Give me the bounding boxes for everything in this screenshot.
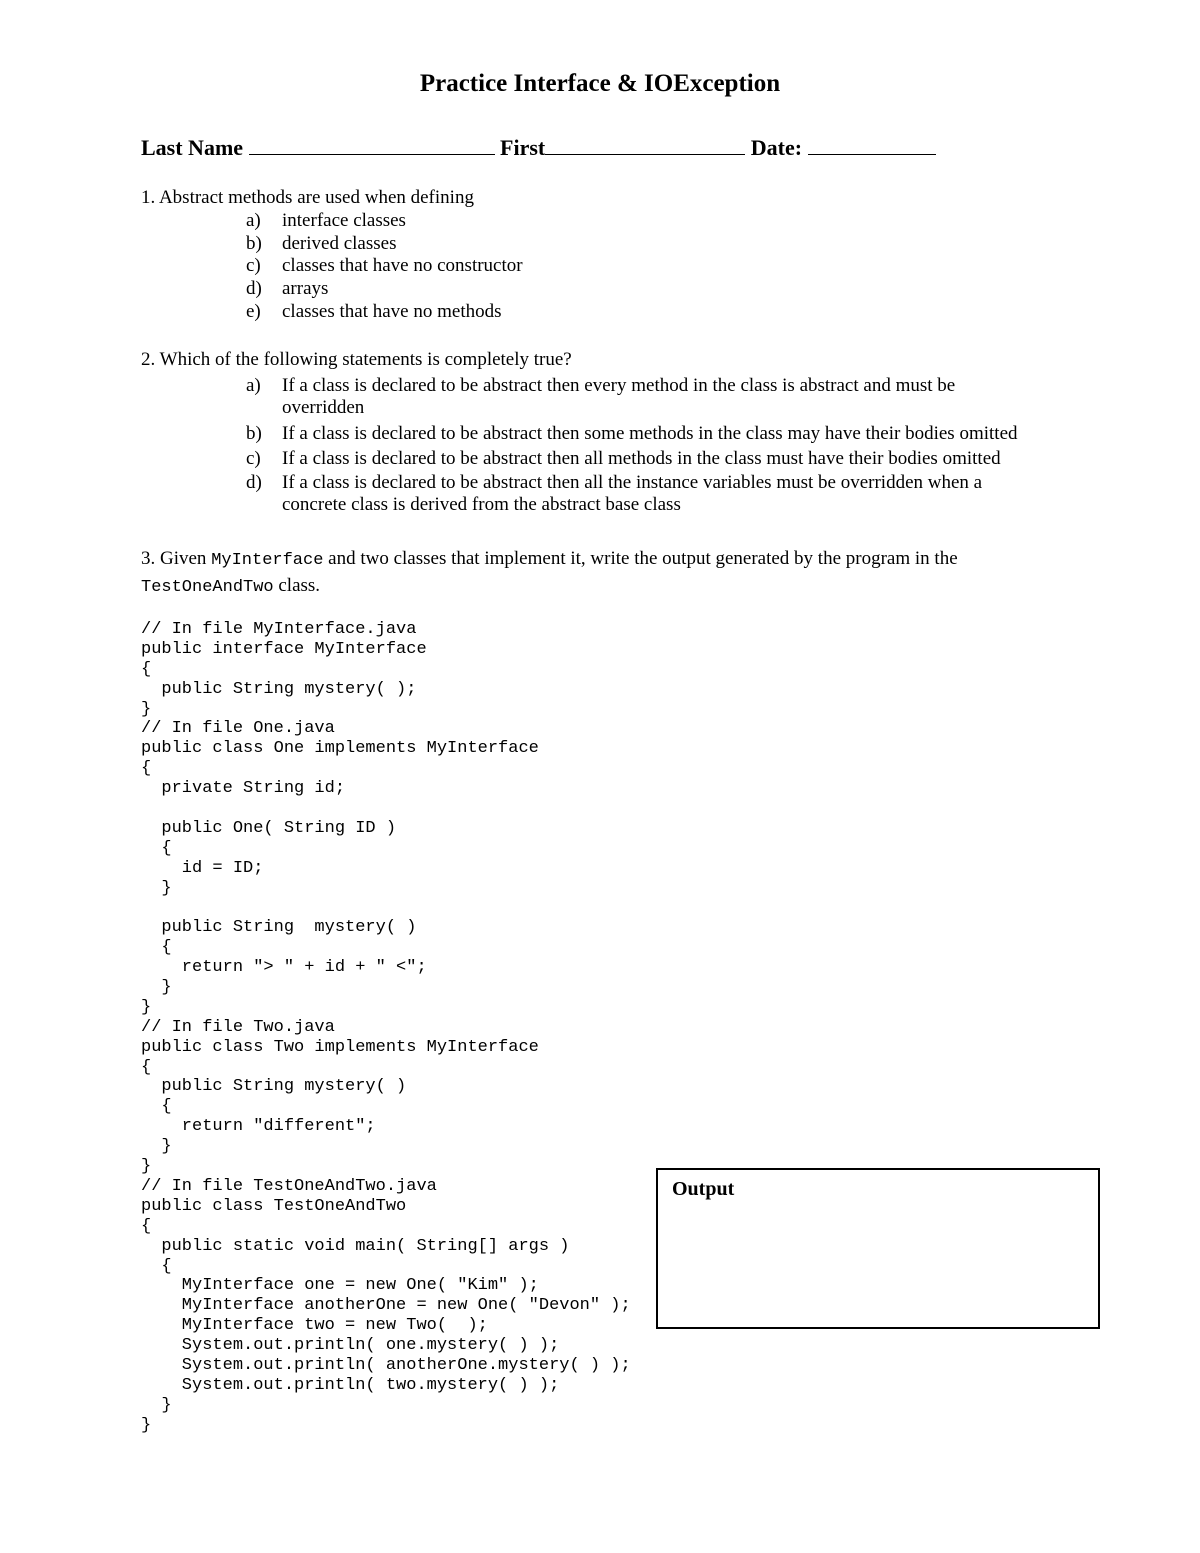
- question-3-prompt: [141, 546, 1071, 600]
- code-line: public class One implements MyInterface: [141, 739, 539, 759]
- output-label: Output: [672, 1178, 735, 1200]
- code-line: // In file One.java: [141, 719, 335, 739]
- option-text-continued: overridden: [282, 397, 365, 418]
- code-line: public class Two implements MyInterface: [141, 1037, 539, 1057]
- inline-code-interface: MyInterface: [211, 551, 324, 570]
- option-letter: c): [246, 255, 261, 277]
- code-line: System.out.println( anotherOne.mystery( ) );: [141, 1355, 631, 1375]
- code-line: MyInterface one = new One( "Kim" );: [141, 1276, 539, 1296]
- date-blank[interactable]: [808, 134, 936, 155]
- option-letter: e): [246, 300, 261, 322]
- code-line: public String mystery( ): [141, 918, 417, 938]
- java-code-listing: [141, 620, 631, 1436]
- code-line: System.out.println( one.mystery( ) );: [141, 1336, 560, 1356]
- option-letter: d): [246, 472, 262, 493]
- code-line: }: [141, 699, 152, 719]
- code-line: }: [141, 878, 172, 898]
- code-line: return "> " + id + " <";: [141, 958, 427, 978]
- code-line: MyInterface two = new Two( );: [141, 1316, 488, 1336]
- code-line: }: [141, 1395, 172, 1415]
- code-line: MyInterface anotherOne = new One( "Devon" );: [141, 1296, 631, 1316]
- code-line: }: [141, 1157, 152, 1177]
- first-name-blank[interactable]: [545, 134, 745, 155]
- option-text: If a class is declared to be abstract then every method in the class is abstract and must be: [282, 375, 956, 396]
- code-line: [141, 799, 631, 819]
- code-line: [141, 898, 631, 918]
- code-line: // In file TestOneAndTwo.java: [141, 1176, 437, 1196]
- code-line: {: [141, 1216, 152, 1236]
- code-line: {: [141, 1097, 172, 1117]
- option-text: interface classes: [282, 210, 406, 231]
- prompt-text: 3. Given: [141, 548, 212, 569]
- code-line: {: [141, 1057, 152, 1077]
- first-name-label: First: [500, 135, 546, 160]
- question-1-prompt: 1. Abstract methods are used when defining: [141, 187, 474, 208]
- code-line: }: [141, 997, 152, 1017]
- code-line: public String mystery( ): [141, 1077, 407, 1097]
- code-line: // In file MyInterface.java: [141, 620, 417, 639]
- last-name-blank[interactable]: [249, 134, 495, 155]
- option-letter: b): [246, 232, 262, 254]
- option-text: If a class is declared to be abstract then all methods in the class must have their bodies omitted: [282, 447, 1001, 469]
- code-line: }: [141, 1415, 152, 1435]
- question-2-prompt: 2. Which of the following statements is completely true?: [141, 349, 572, 370]
- option-text: derived classes: [282, 232, 397, 254]
- code-line: public interface MyInterface: [141, 639, 427, 659]
- code-line: {: [141, 759, 152, 779]
- option-letter: c): [246, 447, 261, 469]
- page-title: Practice Interface & IOException: [419, 70, 781, 97]
- code-line: public String mystery( );: [141, 679, 417, 699]
- code-line: System.out.println( two.mystery( ) );: [141, 1375, 560, 1395]
- option-text: If a class is declared to be abstract then some methods in the class may have their bodies omitted: [282, 423, 1018, 444]
- last-name-label: Last Name: [141, 135, 244, 160]
- code-line: {: [141, 938, 172, 958]
- output-answer-box[interactable]: [656, 1168, 1100, 1329]
- code-line: public class TestOneAndTwo: [141, 1196, 407, 1216]
- option-text: If a class is declared to be abstract then all the instance variables must be overridden when a: [282, 472, 983, 493]
- option-text: classes that have no constructor: [282, 255, 523, 277]
- option-text: classes that have no methods: [282, 300, 502, 322]
- code-line: public One( String ID ): [141, 818, 397, 838]
- student-info-line: [141, 134, 936, 161]
- code-line: id = ID;: [141, 858, 264, 878]
- code-line: }: [141, 978, 172, 998]
- option-letter: d): [246, 278, 262, 300]
- option-letter: a): [246, 210, 261, 231]
- date-label: Date:: [750, 135, 803, 160]
- option-text-continued: concrete class is derived from the abstract base class: [282, 494, 681, 515]
- code-line: }: [141, 1137, 172, 1157]
- code-line: {: [141, 1256, 172, 1276]
- code-line: public static void main( String[] args ): [141, 1236, 570, 1256]
- code-line: private String id;: [141, 779, 346, 799]
- prompt-text: class.: [273, 575, 321, 596]
- option-letter: a): [246, 375, 261, 396]
- code-line: return "different";: [141, 1117, 376, 1137]
- prompt-text: and two classes that implement it, write the output generated by the program in the: [323, 548, 958, 569]
- code-line: {: [141, 838, 172, 858]
- option-text: arrays: [282, 278, 329, 300]
- code-line: {: [141, 659, 152, 679]
- option-letter: b): [246, 423, 262, 444]
- code-line: // In file Two.java: [141, 1017, 335, 1037]
- inline-code-class: TestOneAndTwo: [141, 578, 274, 597]
